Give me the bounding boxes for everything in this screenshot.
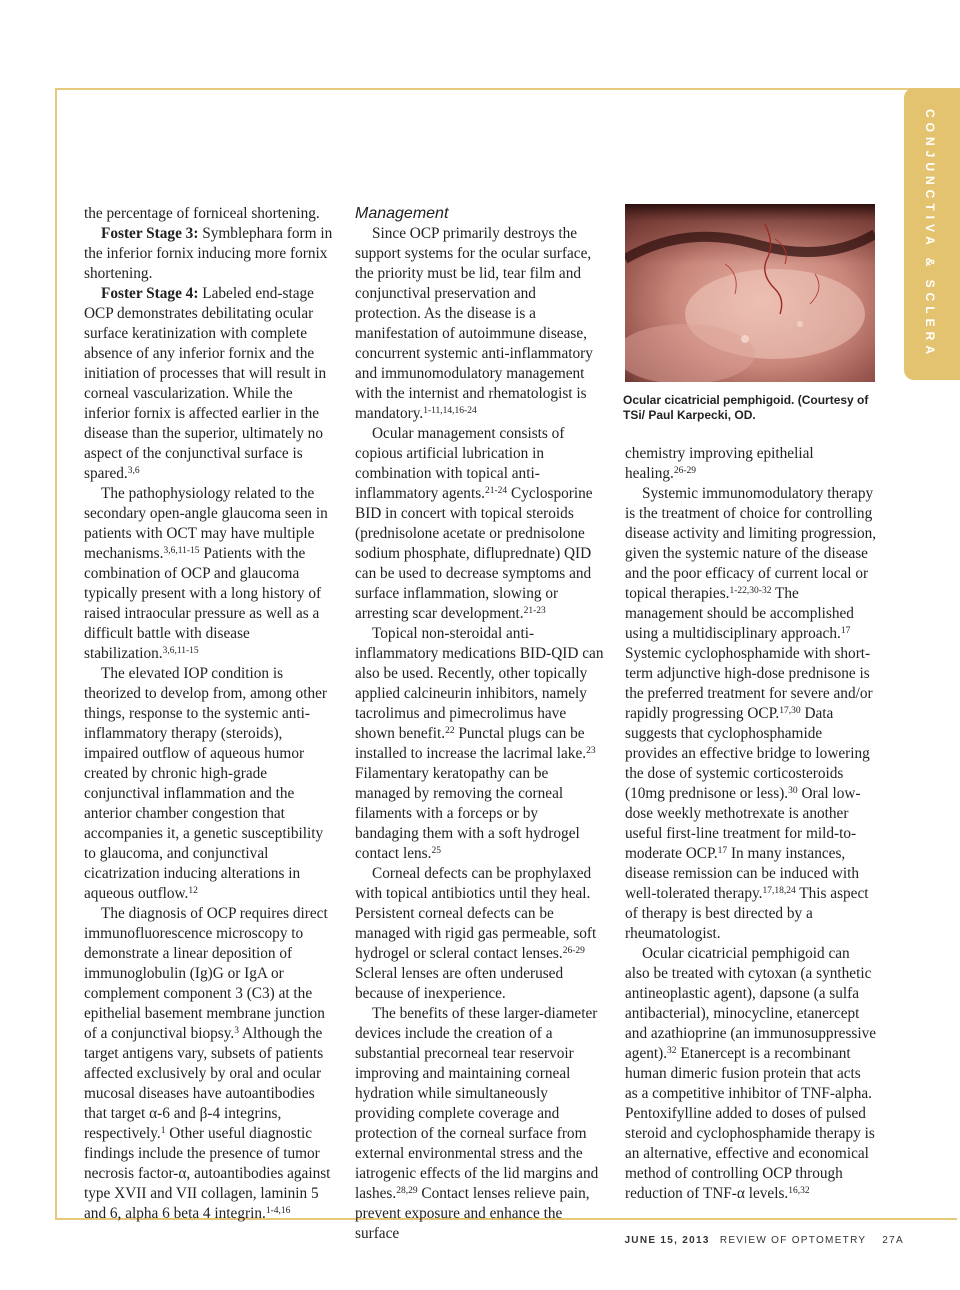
clinical-photo [625, 204, 875, 382]
page-footer [624, 1235, 904, 1246]
paragraph: Since OCP primarily destroys the support systems for the ocular surface, the priority must be lid, tear film and conjunctival preservation and protection. As the disease is a manifestation of autoimmune disease, concurrent systemic anti-inflammatory and immunomodulatory management with the internist and rhematologist is mandatory.$^{1-11,14,16-24}$ [355, 225, 593, 422]
figure-caption: Ocular cicatricial pemphigoid. (Courtesy of TSi/ Paul Karpecki, OD. [623, 393, 869, 422]
eye-photo-image [625, 204, 875, 382]
section-tab-label: CONJUNCTIVA & SCLERA [923, 108, 937, 360]
paragraph: Ocular cicatricial pemphigoid can also be treated with cytoxan (a synthetic antineoplastic agent), dapsone (a sulfa antibacterial), minocycline, etanercept and azathioprine (an immunosuppressive agent).$^{32}$ Etanercept is a recombinant human dimeric fusion protein that acts as a competitive inhibitor of TNF-alpha. Pentoxifylline added to doses of pulsed steroid and cyclophosphamide therapy is an alternative, effective and economical method of controlling OCP through reduction of TNF-α levels.$^{16,32}$ [625, 945, 877, 1202]
paragraph: chemistry improving epithelial healing.$^{26-29}$ [625, 445, 814, 482]
section-heading: Management [355, 205, 449, 222]
paragraph: Systemic immunomodulatory therapy is the treatment of choice for controlling disease activity and limiting progression, given the systemic nature of the disease and the poor efficacy of current local or topical therapies.$^{1-22,30-32}$ The management should be accomplished using a multidisciplinary approach.$^{17}$ Systemic cyclophosphamide with short-term adjunctive high-dose prednisone is the preferred treatment for severe and/or rapidly progressing OCP.$^{17,30}$ Data suggests that cyclophosphamide provides an effective bridge to lowering the dose of systemic corticosteroids (10mg prednisone or less).$^{30}$ Oral low-dose weekly methotrexate is another useful first-line treatment for mild-to-moderate OCP.$^{17}$ In many instances, disease remission can be induced with well-tolerated therapy.$^{17,18,24}$ This aspect of therapy is best directed by a rheumatologist. [625, 485, 877, 942]
publication-name: REVIEW OF OPTOMETRY [719, 1235, 867, 1246]
page-number: 27A [882, 1235, 904, 1246]
paragraph: Corneal defects can be prophylaxed with topical antibiotics until they heal. Persistent corneal defects can be managed with rigid gas permeable, soft hydrogel or scleral contact lenses.$^{26-29}$ Scleral lenses are often underused because of inexperience. [355, 865, 597, 1002]
issue-date: JUNE 15, 2013 [624, 1235, 710, 1246]
paragraph: Topical non-steroidal anti-inflammatory medications BID-QID can also be used. Recently, other topically applied calcineurin inhibitors, namely tacrolimus and pimecrolimus have shown benefit.$^{22}$ Punctal plugs can be installed to increase the lacrimal lake.$^{23}$ Filamentary keratopathy can be managed by removing the corneal filaments with a forceps or by bandaging them with a soft hydrogel contact lens.$^{25}$ [355, 625, 604, 862]
text-column-3 [625, 444, 877, 1204]
paragraph: Foster Stage 3: Symblephara form in the inferior fornix inducing more fornix shortening. [84, 225, 333, 282]
paragraph: The benefits of these larger-diameter devices include the creation of a substantial precorneal tear reservoir improving and maintaining corneal hydration while simultaneously providing complete coverage and protection of the corneal surface from external environmental stress and the iatrogenic effects of the lid margins and lashes.$^{28,29}$ Contact lenses relieve pain, prevent exposure and enhance the surface [355, 1005, 599, 1242]
paragraph: The elevated IOP condition is theorized to develop from, among other things, response to the systemic anti-inflammatory therapy (steroids), impaired outflow of aqueous humor created by chronic high-grade conjunctival inflammation and the anterior chamber congestion that accompanies it, a genetic susceptibility to glaucoma, and conjunctival cicatrization inducing alterations in aqueous outflow.$^{12}$ [84, 665, 327, 902]
paragraph: The diagnosis of OCP requires direct immunofluorescence microscopy to demonstrate a linear deposition of immunoglobulin (Ig)G or IgA or complement component 3 (C3) at the epithelial basement membrane junction of a conjunctival biopsy.$^3$ Although the target antigens vary, subsets of patients affected exclusively by oral and ocular mucosal diseases have autoantibodies that target α-6 and β-4 integrins, respectively.$^1$ Other useful diagnostic findings include the presence of tumor necrosis factor-α, autoantibodies against type XVII and VII collagen, laminin 5 and 6, alpha 6 beta 4 integrin.$^{1-4,16}$ [84, 905, 331, 1222]
paragraph: Ocular management consists of copious artificial lubrication in combination with topical anti-inflammatory agents.$^{21-24}$ Cyclosporine BID in concert with topical steroids (prednisolone acetate or prednisolone sodium phosphate, difluprednate) QID can be used to decrease symptoms and surface inflammation, slowing or arresting scar development.$^{21-23}$ [355, 425, 593, 622]
text-column-1 [84, 204, 336, 1224]
paragraph: the percentage of forniceal shortening. [84, 205, 320, 222]
text-column-2 [355, 204, 605, 1244]
paragraph: The pathophysiology related to the secondary open-angle glaucoma seen in patients with OCT may have multiple mechanisms.$^{3,6,11-15}$ Patients with the combination of OCP and glaucoma typically present with a long history of raised intraocular pressure as well as a difficult battle with disease stabilization.$^{3,6,11-15}$ [84, 485, 328, 662]
paragraph: Foster Stage 4: Labeled end-stage OCP demonstrates debilitating ocular surface keratinization with complete absence of any inferior fornix and the initiation of processes that will result in corneal vascularization. While the inferior fornix is affected earlier in the disease than the superior, ultimately no aspect of the conjunctival surface is spared.$^{3,6}$ [84, 285, 327, 482]
